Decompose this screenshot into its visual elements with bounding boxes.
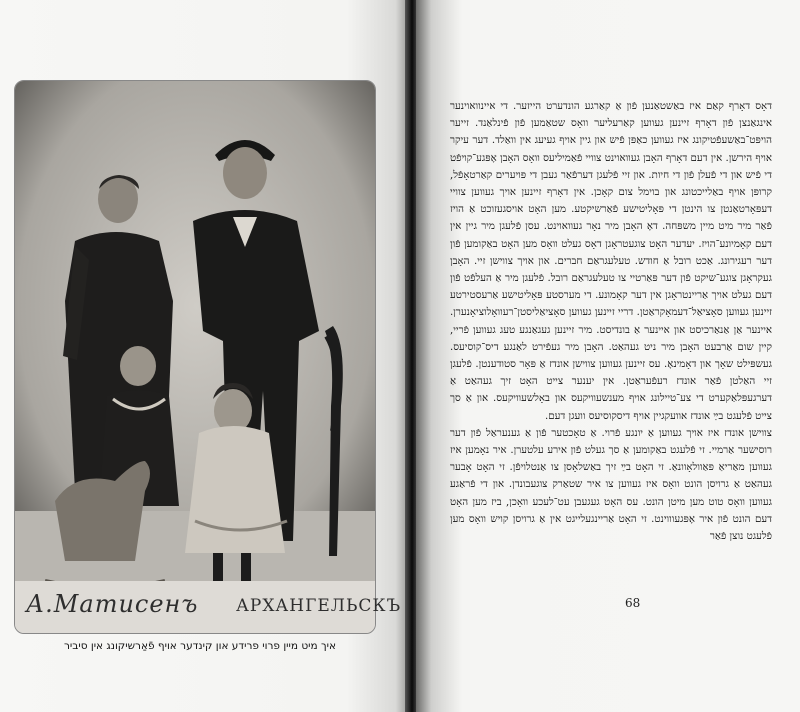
family-photograph [14,80,376,634]
photo-caption: איך מיט מיין פרוי פרידע און קינדער אויף פֿאַרשיקונג אין סיביר [64,640,336,652]
paragraph: דאָס דאָרף קאַם איז באַשטאַנען פֿון אַ קאַרגע הונדערט הייזער. די איינוואוינער אינגאַנצן פֿון דאָרף זיינען געווען קאַרעליער וואָס שטאַמען פֿון פֿינלאַנד. זייער הויפּט־באַשעפֿטיקונג איז געווען כאַפּן פֿיש און גיין אויף געיעג אין וואַלד. דער עיקר אויף הירשן. אין דעם דאָרף האָבן געוואוינט צוויי פֿאַמיליעס וואָס האָבן אָפּגע־קויפֿט די פֿיש און די פֿעלן פֿון די חיות. און זיי פֿלעגן דערפֿאַר געבן די פּויערים קאַרטאָפֿל, קרופּן אויף באַלייכטונג און בוימל צום קאָכן. אין דאָרף זיינען אויך געווען צוויי דעפּאָרטאַנטן צו הינטן די פּאָליטישע פֿאַרשיקטע. מען האָט אויסגעזוכט אַ הויז פֿאַר מיר מיט מיין משפּחה. דאָ האָבן מיר נאָר געוואוינט. עסן פֿלעגן מיר גיין אין דעם קאָמיונע־הויז. יעדער האָט צוגעטראָגן דאָס געלט וואָס מען האָט באַקומען פֿון דער רעגירונג. אַכט רובל אַ חודש. טעלעגראַם חברים. און אויך צווישן זיי. האָבן געקראָגן צוגע־שיקט פֿון דער פּאַרטיי צו טעלעגראַם רובל. פֿלעגן מיר אַ העלפֿט פֿון דעם געלט אויך אַריינטראָגן אין דער קאָמונע. די מערסטע פּאָליטישע אַרעסטירטע זיינען געווען סאָציאַל־דעמאָקראַטן. דריי זיינען געווען סאָציאַליסטן־רעוואָלוציאָנערן. איינער אַן אַנאַרכיסט און איינער אַ בונדיסט. מיר זיינען געגאַנגע טעג געווען פֿריי, קיין שום אַרבעט האָבן מיר ניט געהאַט. האָבן מיר געפֿירט לאַנגע דיס־קוסיעס. געשפּילט שאָך און דאָמינאָ. עס זיינען געווען צווישן אונדז אַ פּאָר סטודענטן. פֿלעגן זיי האַלטן פֿאַר אונדז רעפֿעראַטן. אין יענער צייט האָט זיך געהאַט אַ דערגעפּלאַקערט די צע־טיילונג אויף מענשעוויקעס און באָלשעוויקעס. און אַ סך צייט פֿלעגט בײַ אונדז אוועקגיין אויף דיסקוסיעס וועגן דעם. [450,101,772,422]
photo-image [15,81,376,634]
studio-signature: А.Матисенъ [26,590,199,618]
page-number: 68 [625,596,641,610]
page-body-text [450,98,772,545]
paragraph: צווישן אונדז איז אויך געווען אַ יונגע פֿרוי. אַ טאָכטער פֿון אַ גענעראַל פֿון דער רוסישער אַרמיי. זי פֿלעגט באַקומען אַ סך געלט פֿון אירע עלטערן. איר נאָמען איז געווען מאַריאַ פּאַוולאָוונאַ. זי האָט בײַ זיך באַשלאָסן צו אַנטלויפֿן. זי האָט אָבער געהאַט אַ גרויסן הונט וואָס איז געווען צו איר שטאַרק צוגעבונדן. און די פֿראַגע געווען וואָס טוט מען מיטן הונט. עס האָט געגעבן עט־לעכע וואָכן, ביז מען האָט דעם הונט פֿון איר אָפּגעוווינט. זי האָט אַריינגעלייגט אין אַ גרויסן קויש וואָס מען פֿלעגט נוצן פֿאַר [450,427,772,543]
studio-city: АРХАНГЕЛЬСКЪ [236,596,402,616]
